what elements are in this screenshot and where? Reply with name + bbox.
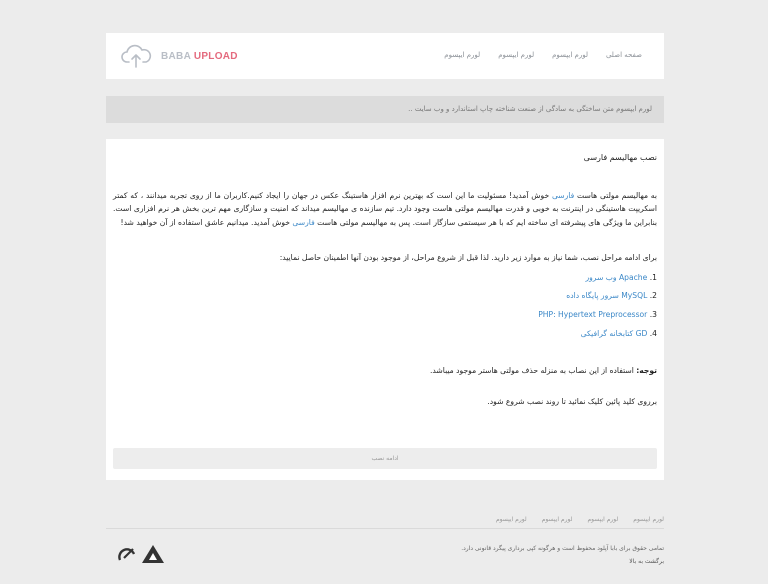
install-card — [106, 139, 664, 480]
warning-note — [113, 364, 657, 378]
nav-item-home[interactable]: صفحه اصلی — [605, 51, 642, 59]
logo-text-part1: BABA — [161, 50, 191, 62]
list-item — [113, 306, 657, 325]
back-to-top-link[interactable]: برگشت به بالا — [629, 558, 664, 565]
footer-link[interactable]: لورم ایپسوم — [633, 516, 664, 523]
note-text: استفاده از این نصاب به منزله حذف مولتی هاستر موجود میباشد. — [430, 365, 637, 375]
footer-nav — [496, 516, 664, 523]
list-number: 4. — [649, 328, 657, 338]
requirement-link[interactable]: MySQL سرور پایگاه داده — [566, 291, 648, 301]
nav-item[interactable]: لورم ایپسوم — [498, 51, 535, 59]
list-number: 1. — [649, 272, 657, 282]
install-content — [113, 151, 657, 409]
intro-text-3: خوش آمدید. میدانیم عاشق استفاده از آن خواهید شد! — [120, 217, 293, 227]
nav-item[interactable]: لورم ایپسوم — [444, 51, 481, 59]
description-bar — [106, 96, 664, 123]
brand-mark-icon — [117, 544, 137, 568]
site-header — [106, 33, 664, 79]
cloud-upload-icon — [121, 44, 153, 68]
farsi-link[interactable]: فارسی — [292, 217, 315, 227]
footer-link[interactable]: لورم ایپسوم — [587, 516, 619, 523]
copyright-text: تمامی حقوق برای بابا آپلود محفوظ است و هرگونه کپی برداری پیگرد قانونی دارد. — [461, 545, 664, 552]
nav-item[interactable]: لورم ایپسوم — [552, 51, 588, 59]
page-title: نصب مهالیسم فارسی — [583, 153, 657, 162]
site-logo[interactable] — [121, 41, 238, 71]
farsi-link[interactable]: فارسی — [551, 190, 575, 200]
requirement-link[interactable]: GD کتابخانه گرافیکی — [580, 328, 648, 338]
footer-divider — [106, 528, 664, 529]
intro-paragraph — [113, 189, 657, 230]
list-number: 2. — [649, 291, 657, 301]
intro-text-2: خوش آمدید! مسئولیت ما این است که بهترین نرم افزار هاستینگ عکس در جهان را ایجاد کنیم.کاربران ما از روی تجربه میدانند ، که کمتر اسکریپت هاستینگی در اینترنت به خوبی و قدرت مهالیسم مولتی هاست وجود دارد. تیم سازنده ی مهالیسم میداند که امنیت و سازگاری مهم ترین بخش هر نرم افزاری است. بنابراین ما ویژگی های پیشرفته ای ساخته ایم که با هر سیستمی سازگار است. پس به مهالیسم مولتی هاست — [113, 190, 657, 227]
footer-link[interactable]: لورم ایپسوم — [495, 516, 527, 523]
copyright-block — [461, 542, 664, 568]
requirements-intro: برای ادامه مراحل نصب، شما نیاز به موارد زیر دارید. لذا قبل از شروع مراحل، از موجود بودن آنها اطمینان حاصل نمایید: — [279, 253, 657, 262]
list-item — [113, 325, 657, 344]
list-item — [113, 269, 657, 288]
logo-text-part2: UPLOAD — [193, 50, 238, 62]
triangle-logo-icon — [141, 544, 165, 568]
main-nav — [444, 51, 642, 59]
instruction-text: برروی کلید پائین کلیک نمائید تا روند نصب شروع شود. — [487, 397, 657, 407]
note-label: توجه: — [636, 365, 657, 375]
requirement-link[interactable]: Apache وب سرور — [585, 272, 648, 282]
logo-text — [161, 51, 238, 62]
requirements-list — [113, 269, 657, 344]
list-item — [113, 287, 657, 306]
footer-link[interactable]: لورم ایپسوم — [541, 516, 573, 523]
footer-logos — [117, 544, 165, 568]
description-text: لورم ایپسوم متن ساختگی به سادگی از صنعت شناخته چاپ استاندارد و وب سایت .. — [408, 105, 652, 113]
continue-install-button[interactable]: ادامه نصب — [113, 448, 657, 469]
intro-text-1: به مهالیسم مولتی هاست — [574, 190, 657, 200]
requirement-link[interactable]: PHP: Hypertext Preprocessor — [538, 310, 648, 320]
list-number: 3. — [649, 310, 657, 320]
